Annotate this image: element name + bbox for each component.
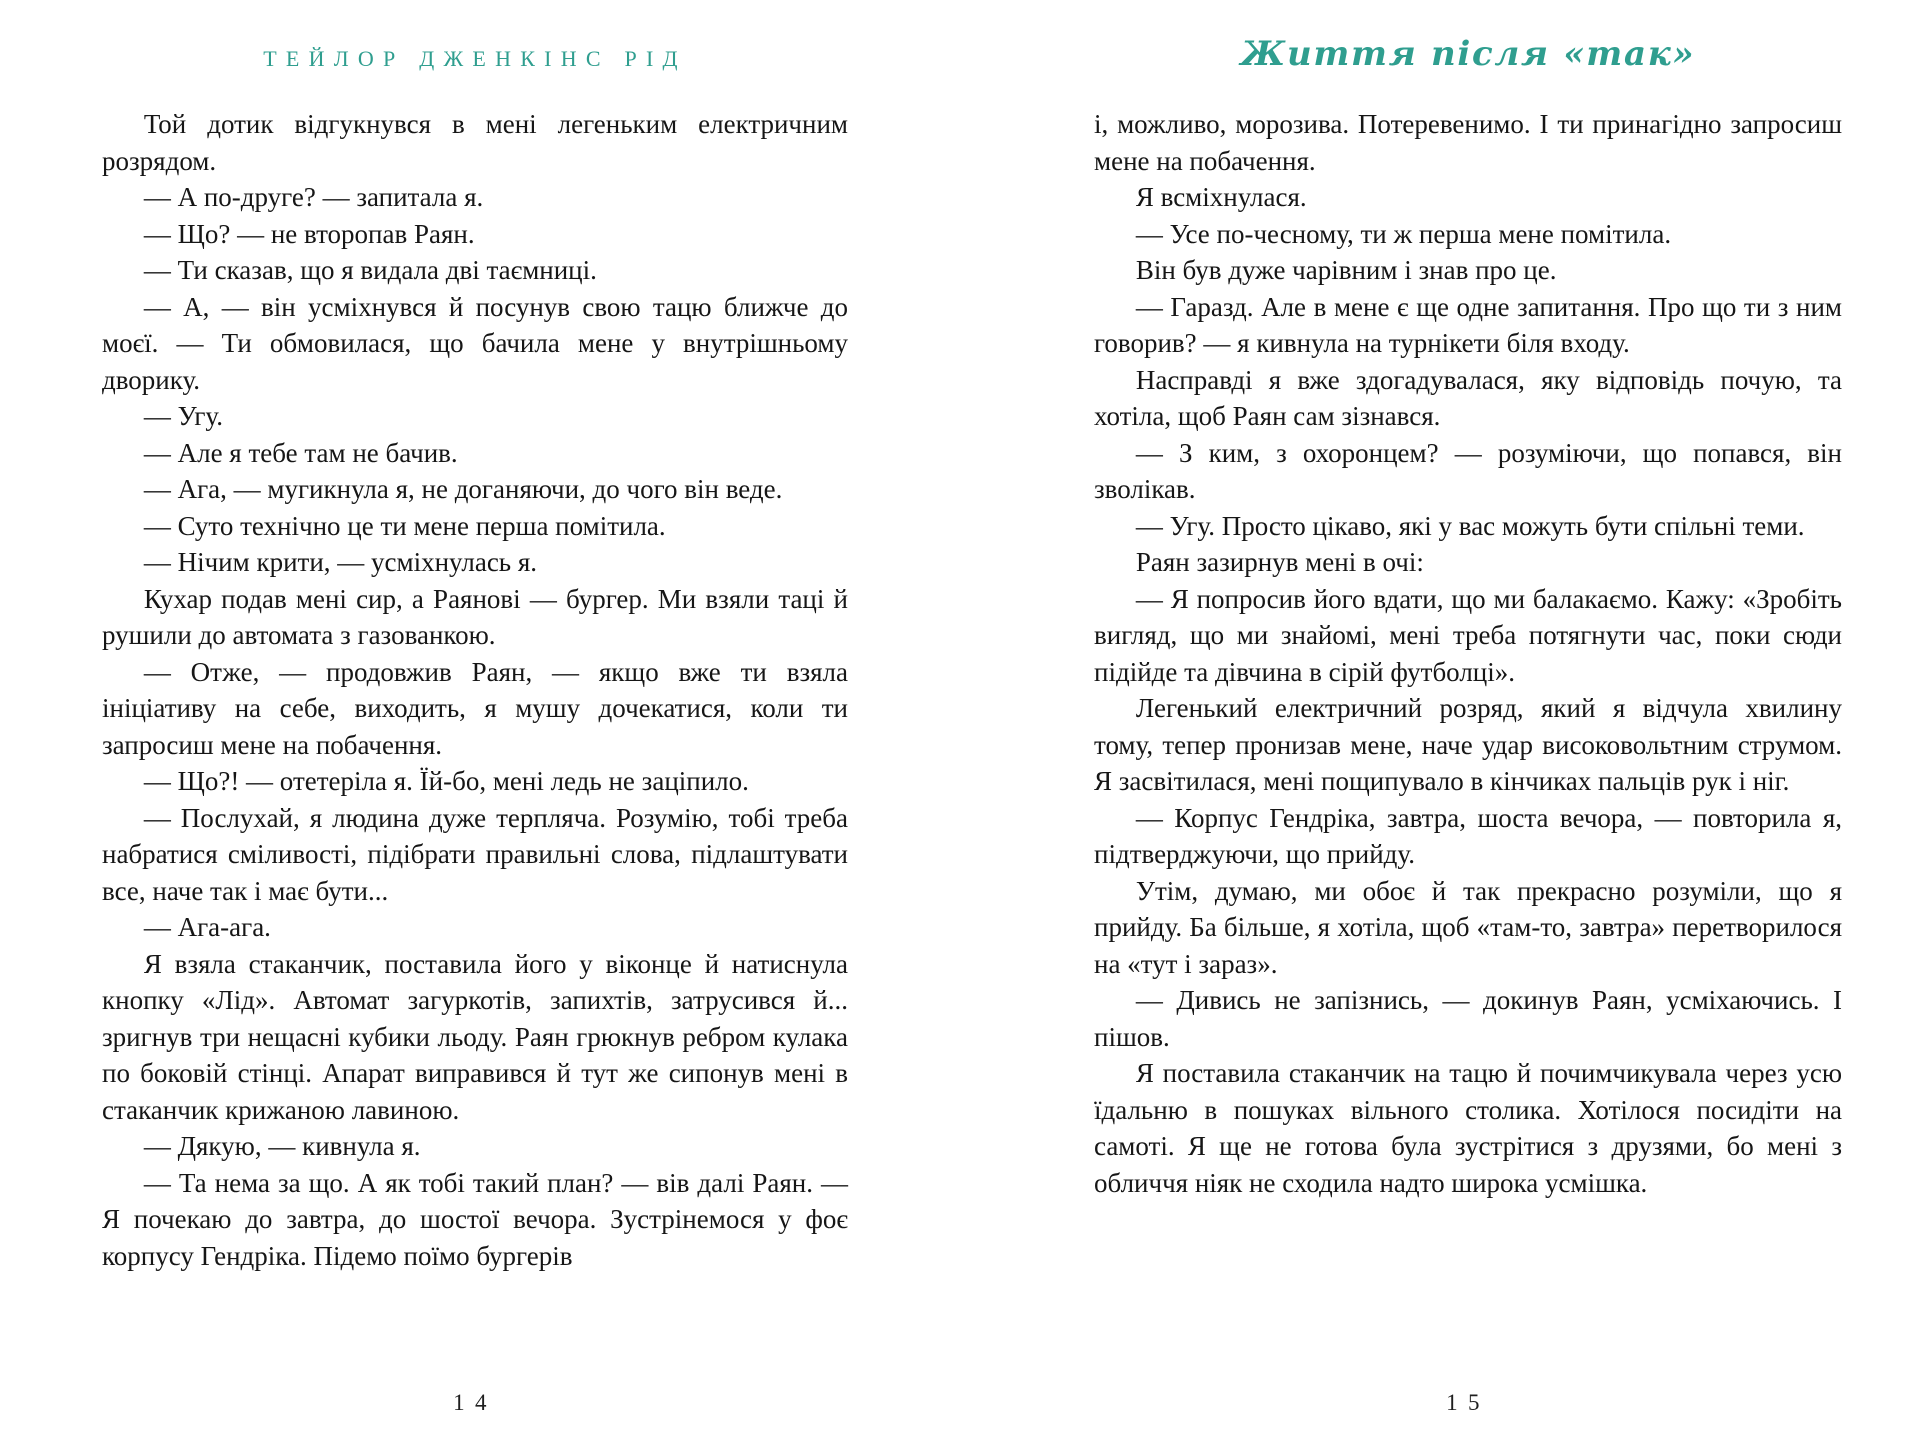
paragraph: — Дякую, — кивнула я. (143, 1131, 421, 1161)
page-number-right: 15 (1446, 1390, 1490, 1415)
paragraph: — Але я тебе там не бачив. (143, 437, 458, 468)
paragraph: Я взяла стаканчик, поставила його у віконце й натиснула кнопку «Лід». Автомат загуркотів, запихтів, затрусився й... зригнув три нещасні кубики льоду. Раян грюкнув ребром кулака по боковій стінці. Апарат виправився й тут же сипонув мені в стаканчик крижаною лавиною. (102, 948, 848, 1125)
page-number-left: 14 (453, 1390, 497, 1415)
paragraph: — Дивись не запізнись, — докинув Раян, усміхаючись. І пішов. (1094, 985, 1842, 1052)
page-right (1094, 0, 1842, 1440)
paragraph: — Ти сказав, що я видала дві таємниці. (143, 255, 597, 285)
paragraph: — З ким, з охоронцем? — розуміючи, що попався, він зволікав. (1094, 437, 1842, 504)
paragraph: — Ага, — мугикнула я, не доганяючи, до чого він веде. (143, 474, 783, 504)
page-left (102, 0, 848, 1440)
paragraph: — А по-друге? — запитала я. (143, 182, 484, 212)
paragraph: — Що?! — отетеріла я. Їй-бо, мені ледь не заціпило. (143, 766, 749, 796)
paragraph: Він був дуже чарівним і знав про це. (1135, 255, 1557, 285)
paragraph: — А, — він усміхнувся й посунув свою тацю ближче до моєї. — Ти обмовилася, що бачила мене у внутрішньому дворику. (102, 291, 848, 395)
paragraph: Раян зазирнув мені в очі: (1135, 547, 1424, 577)
paragraph: Я всміхнулася. (1135, 182, 1307, 212)
paragraph: — Отже, — продовжив Раян, — якщо вже ти взяла ініціативу на себе, виходить, я мушу дочекатися, коли ти запросиш мене на побачення. (102, 656, 848, 760)
paragraph: — Та нема за що. А як тобі такий план? — вів далі Раян. — Я почекаю до завтра, до шостої вечора. Зустрінемося у фоє корпусу Гендріка. Підемо поїмо бургерів (102, 1167, 848, 1271)
paragraph: Я поставила стаканчик на тацю й почимчикувала через усю їдальню в пошуках вільного столика. Хотілося посидіти на самоті. Я ще не готова була зустрітися з друзями, бо мені з обличчя ніяк не сходила надто широка усмішка. (1094, 1058, 1842, 1198)
page-left-text (102, 106, 848, 1274)
paragraph: — Послухай, я людина дуже терпляча. Розумію, тобі треба набратися сміливості, підібрати правильні слова, підлаштувати все, наче так і має бути... (102, 802, 848, 906)
page-right-text (1094, 106, 1842, 1201)
paragraph: — Нічим крити, — усміхнулась я. (143, 547, 538, 577)
paragraph: — Я попросив його вдати, що ми балакаємо. Кажу: «Зробіть вигляд, що ми знайомі, мені треба потягнути час, поки сюди підійде та дівчина в сірій футболці». (1094, 583, 1842, 687)
paragraph: — Корпус Гендріка, завтра, шоста вечора, — повторила я, підтверджуючи, що прийду. (1094, 802, 1842, 869)
paragraph: Кухар подав мені сир, а Раянові — бургер. Ми взяли таці й рушили до автомата з газованкою. (102, 583, 848, 650)
paragraph: — Що? — не второпав Раян. (143, 218, 475, 249)
paragraph: — Угу. (143, 401, 223, 431)
paragraph: — Гаразд. Але в мене є ще одне запитання. Про що ти з ним говорив? — я кивнула на турнікети біля входу. (1094, 291, 1842, 358)
paragraph: — Ага-ага. (143, 912, 271, 942)
running-head-title: Життя після «так» (1240, 34, 1696, 74)
paragraph: і, можливо, морозива. Потеревенимо. І ти принагідно запросиш мене на побачення. (1094, 109, 1842, 176)
running-head-author: ТЕЙЛОР ДЖЕНКІНС РІД (263, 46, 687, 71)
paragraph: — Суто технічно це ти мене перша помітила. (143, 510, 666, 541)
paragraph: Насправді я вже здогадувалася, яку відповідь почую, та хотіла, щоб Раян сам зізнався. (1094, 364, 1842, 431)
paragraph: Утім, думаю, ми обоє й так прекрасно розуміли, що я прийду. Ба більше, я хотіла, щоб «там-то, завтра» перетворилося на «тут і зараз». (1094, 875, 1842, 979)
paragraph: — Угу. Просто цікаво, які у вас можуть бути спільні теми. (1135, 510, 1805, 541)
paragraph: Той дотик відгукнувся в мені легеньким електричним розрядом. (102, 109, 848, 176)
paragraph: — Усе по-чесному, ти ж перша мене помітила. (1135, 218, 1672, 249)
paragraph: Легенький електричний розряд, який я відчула хвилину тому, тепер пронизав мене, наче удар високовольтним струмом. Я засвітилася, мені пощипувало в кінчиках пальців рук і ніг. (1094, 693, 1842, 796)
